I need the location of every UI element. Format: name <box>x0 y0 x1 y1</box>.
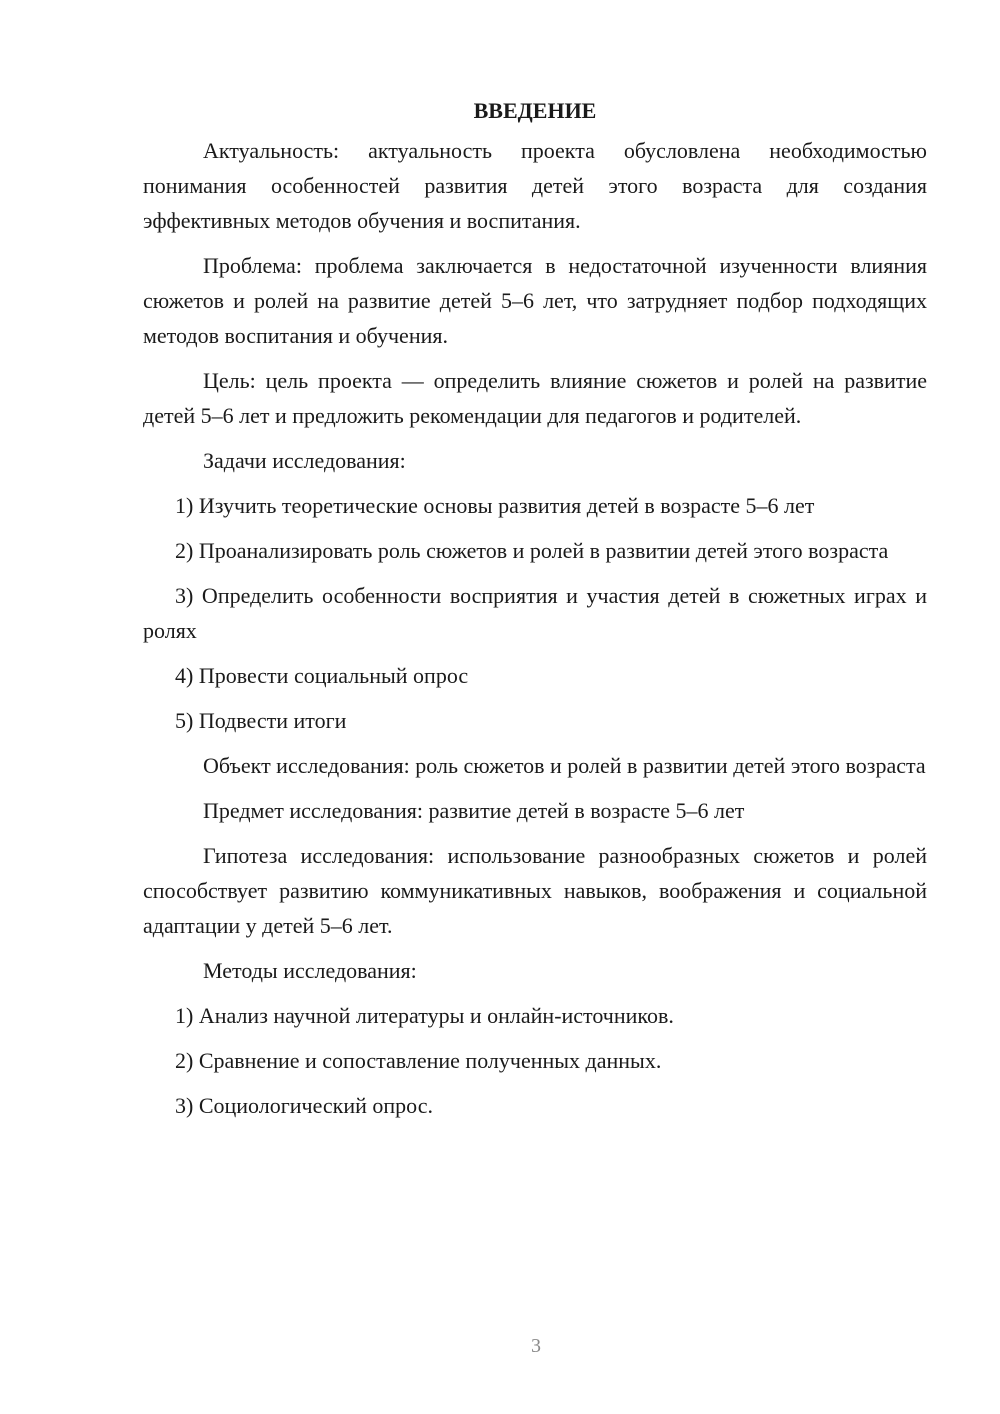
page-title: ВВЕДЕНИЕ <box>473 98 597 123</box>
goal-paragraph: Цель: цель проекта — определить влияние сюжетов и ролей на развитие детей 5–6 лет и предложить рекомендации для педагогов и родителей. <box>143 368 927 428</box>
method-item: 1) Анализ научной литературы и онлайн-источников. <box>175 1003 674 1028</box>
task-item: 4) Провести социальный опрос <box>175 663 469 688</box>
tasks-heading: Задачи исследования: <box>203 448 406 473</box>
page-number: 3 <box>531 1335 541 1357</box>
task-item: 1) Изучить теоретические основы развития детей в возрасте 5–6 лет <box>175 493 815 518</box>
method-item: 3) Социологический опрос. <box>175 1093 433 1118</box>
subject-paragraph: Предмет исследования: развитие детей в возрасте 5–6 лет <box>203 798 745 823</box>
object-paragraph: Объект исследования: роль сюжетов и ролей в развитии детей этого возраста <box>203 753 926 778</box>
method-item: 2) Сравнение и сопоставление полученных данных. <box>175 1048 662 1073</box>
hypothesis-paragraph: Гипотеза исследования: использование разнообразных сюжетов и ролей способствует развитию коммуникативных навыков, воображения и социальной адаптации у детей 5–6 лет. <box>143 843 927 938</box>
problem-paragraph: Проблема: проблема заключается в недостаточной изученности влияния сюжетов и ролей на развитие детей 5–6 лет, что затрудняет подбор подходящих методов воспитания и обучения. <box>143 253 927 348</box>
task-item: 3) Определить особенности восприятия и участия детей в сюжетных играх и ролях <box>143 583 927 643</box>
relevance-paragraph: Актуальность: актуальность проекта обусловлена необходимостью понимания особенностей развития детей этого возраста для создания эффективных методов обучения и воспитания. <box>143 138 927 233</box>
task-item: 5) Подвести итоги <box>175 708 347 733</box>
task-item: 2) Проанализировать роль сюжетов и ролей в развитии детей этого возраста <box>175 538 889 563</box>
methods-heading: Методы исследования: <box>203 958 417 983</box>
page-content <box>143 93 927 1133</box>
